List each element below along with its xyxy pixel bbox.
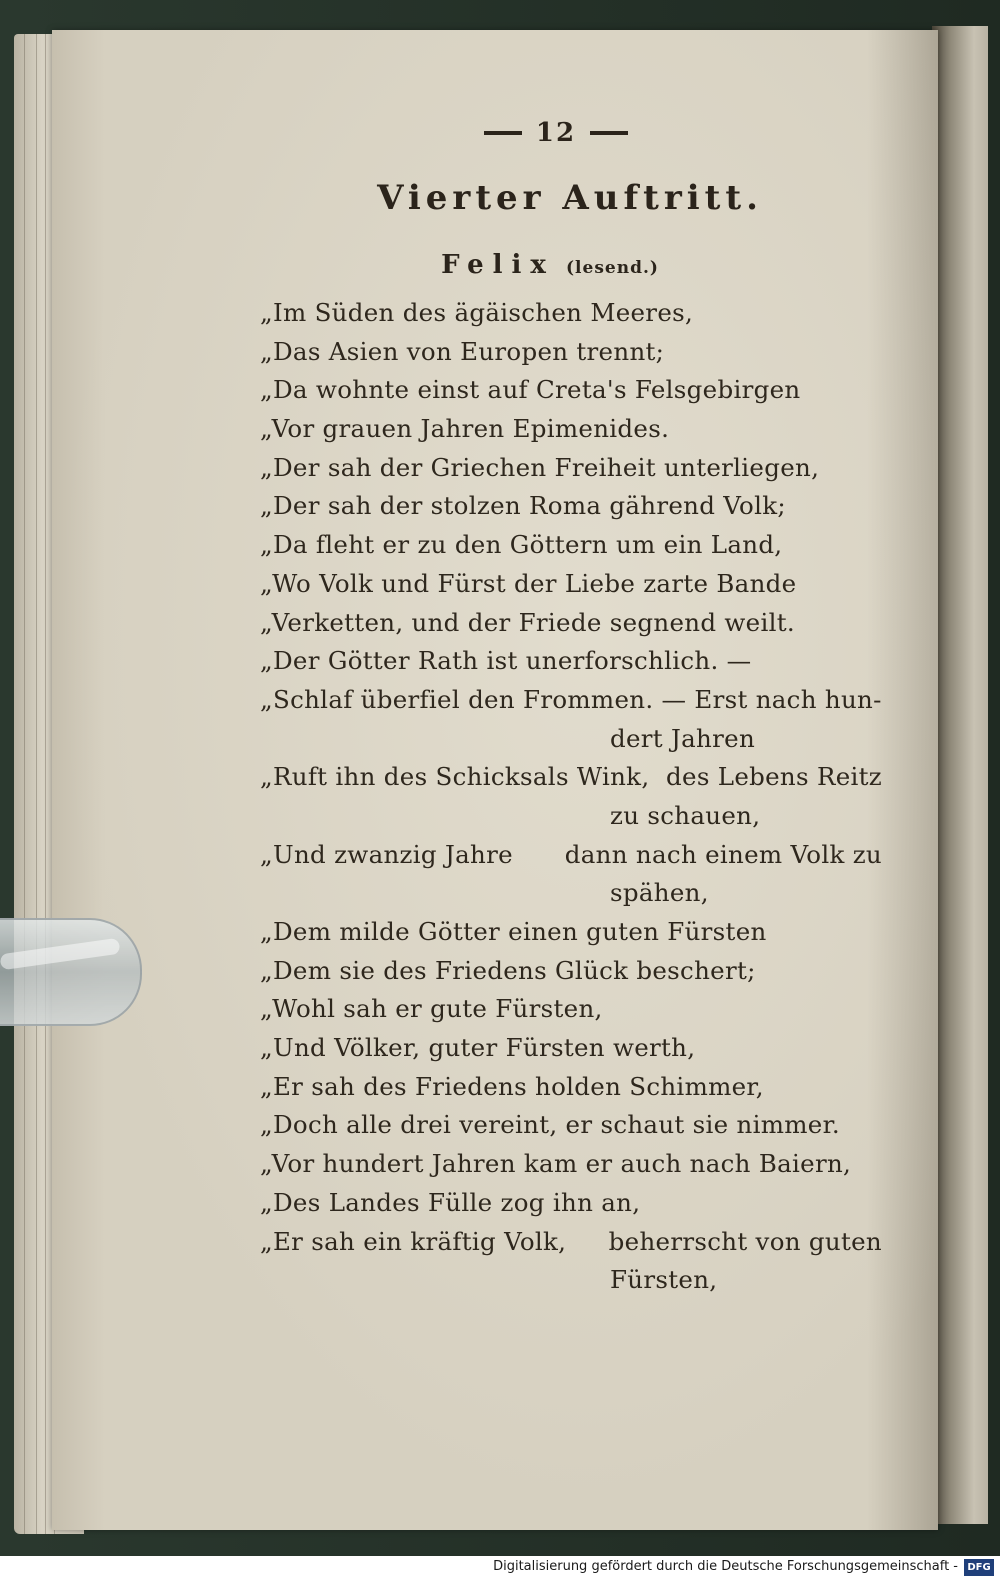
verse-line: [260, 371, 900, 410]
glass-page-weight: [0, 918, 142, 1026]
verse-line: [260, 410, 900, 449]
verse-continuation: [260, 1261, 900, 1300]
verse-text: „Der sah der Griechen Freiheit unterliegen,: [260, 452, 820, 482]
verse-line: [260, 1223, 882, 1262]
verse-text: „Der sah der stolzen Roma gährend Volk;: [260, 491, 786, 521]
scan-border: [988, 0, 1000, 1560]
header-dash-left: [484, 131, 522, 135]
verse-text: „Der Götter Rath ist unerforschlich. —: [260, 646, 752, 676]
scene-title: Vierter Auftritt.: [377, 178, 763, 218]
verse-text: Fürsten,: [610, 1265, 718, 1295]
verse-line: [260, 526, 900, 565]
verse-text: „Wo Volk und Fürst der Liebe zarte Bande: [260, 568, 797, 598]
verse-line: [260, 449, 900, 488]
verse-line: [260, 1029, 900, 1068]
verse-text: „Verketten, und der Friede segnend weilt.: [260, 607, 795, 637]
verse-text: „Vor hundert Jahren kam er auch nach Baiern,: [260, 1149, 852, 1179]
header-dash-right: [590, 131, 628, 135]
verse-text: spähen,: [610, 878, 709, 908]
verse-line: [260, 565, 900, 604]
speaker-name: Felix: [441, 250, 555, 280]
verse-text: „Er sah des Friedens holden Schimmer,: [260, 1071, 764, 1101]
verse-text: „Das Asien von Europen trennt;: [260, 336, 665, 366]
verse-text: dert Jahren: [610, 723, 756, 753]
verse-line: [260, 294, 900, 333]
verse-text: „Schlaf überfiel den Frommen. — Erst nach hun-: [260, 684, 882, 714]
verse-line: [260, 990, 900, 1029]
verse-text: dann nach einem Volk zu: [564, 839, 882, 869]
verse-line: [260, 1184, 900, 1223]
verse-line: [260, 681, 900, 720]
verse-continuation: [260, 874, 900, 913]
verse-line: [260, 1145, 900, 1184]
verse-line: [260, 913, 900, 952]
verse-text: „Im Süden des ägäischen Meeres,: [260, 298, 694, 327]
verse-text: „Dem milde Götter einen guten Fürsten: [260, 917, 767, 946]
page-number: 12: [535, 118, 577, 148]
footer-credit: Digitalisierung gefördert durch die Deutsche Forschungsgemeinschaft -: [493, 1559, 958, 1574]
verse-line: [260, 604, 900, 643]
digitization-footer: [0, 1556, 1000, 1580]
verse-line: [260, 333, 900, 372]
verse-text: „Er sah ein kräftig Volk,: [260, 1226, 567, 1256]
verse-text: „Doch alle drei vereint, er schaut sie nimmer.: [260, 1110, 841, 1140]
verse-line: [260, 1106, 900, 1145]
page-header: [458, 116, 654, 150]
verse-text: „Dem sie des Friedens Glück beschert;: [260, 955, 756, 985]
verse-text: zu schauen,: [610, 800, 761, 830]
next-page-edge: [932, 26, 992, 1524]
verse-text: beherrscht von guten: [608, 1226, 882, 1256]
verse-text: „Wohl sah er gute Fürsten,: [260, 994, 603, 1024]
verse-line: [260, 487, 900, 526]
verse-text: „Und Völker, guter Fürsten werth,: [260, 1033, 696, 1063]
verse-line: [260, 758, 882, 797]
dfg-logo: DFG: [964, 1559, 994, 1576]
verse-text: „Vor grauen Jahren Epimenides.: [260, 414, 670, 444]
verse-continuation: [260, 797, 900, 836]
verse-text: des Lebens Reitz: [666, 762, 882, 792]
verse-block: [260, 294, 900, 1300]
verse-line: [260, 836, 882, 875]
verse-continuation: [260, 720, 900, 759]
stage-direction: (lesend.): [566, 258, 659, 278]
verse-text: „Da fleht er zu den Göttern um ein Land,: [260, 530, 783, 560]
verse-line: [260, 642, 900, 681]
verse-text: „Ruft ihn des Schicksals Wink,: [260, 762, 650, 792]
verse-text: „Und zwanzig Jahre: [260, 839, 513, 869]
verse-line: [260, 1068, 900, 1107]
verse-text: „Des Landes Fülle zog ihn an,: [260, 1187, 641, 1217]
verse-line: [260, 952, 900, 991]
speaker-line: [430, 250, 670, 280]
verse-text: „Da wohnte einst auf Creta's Felsgebirgen: [260, 375, 801, 405]
